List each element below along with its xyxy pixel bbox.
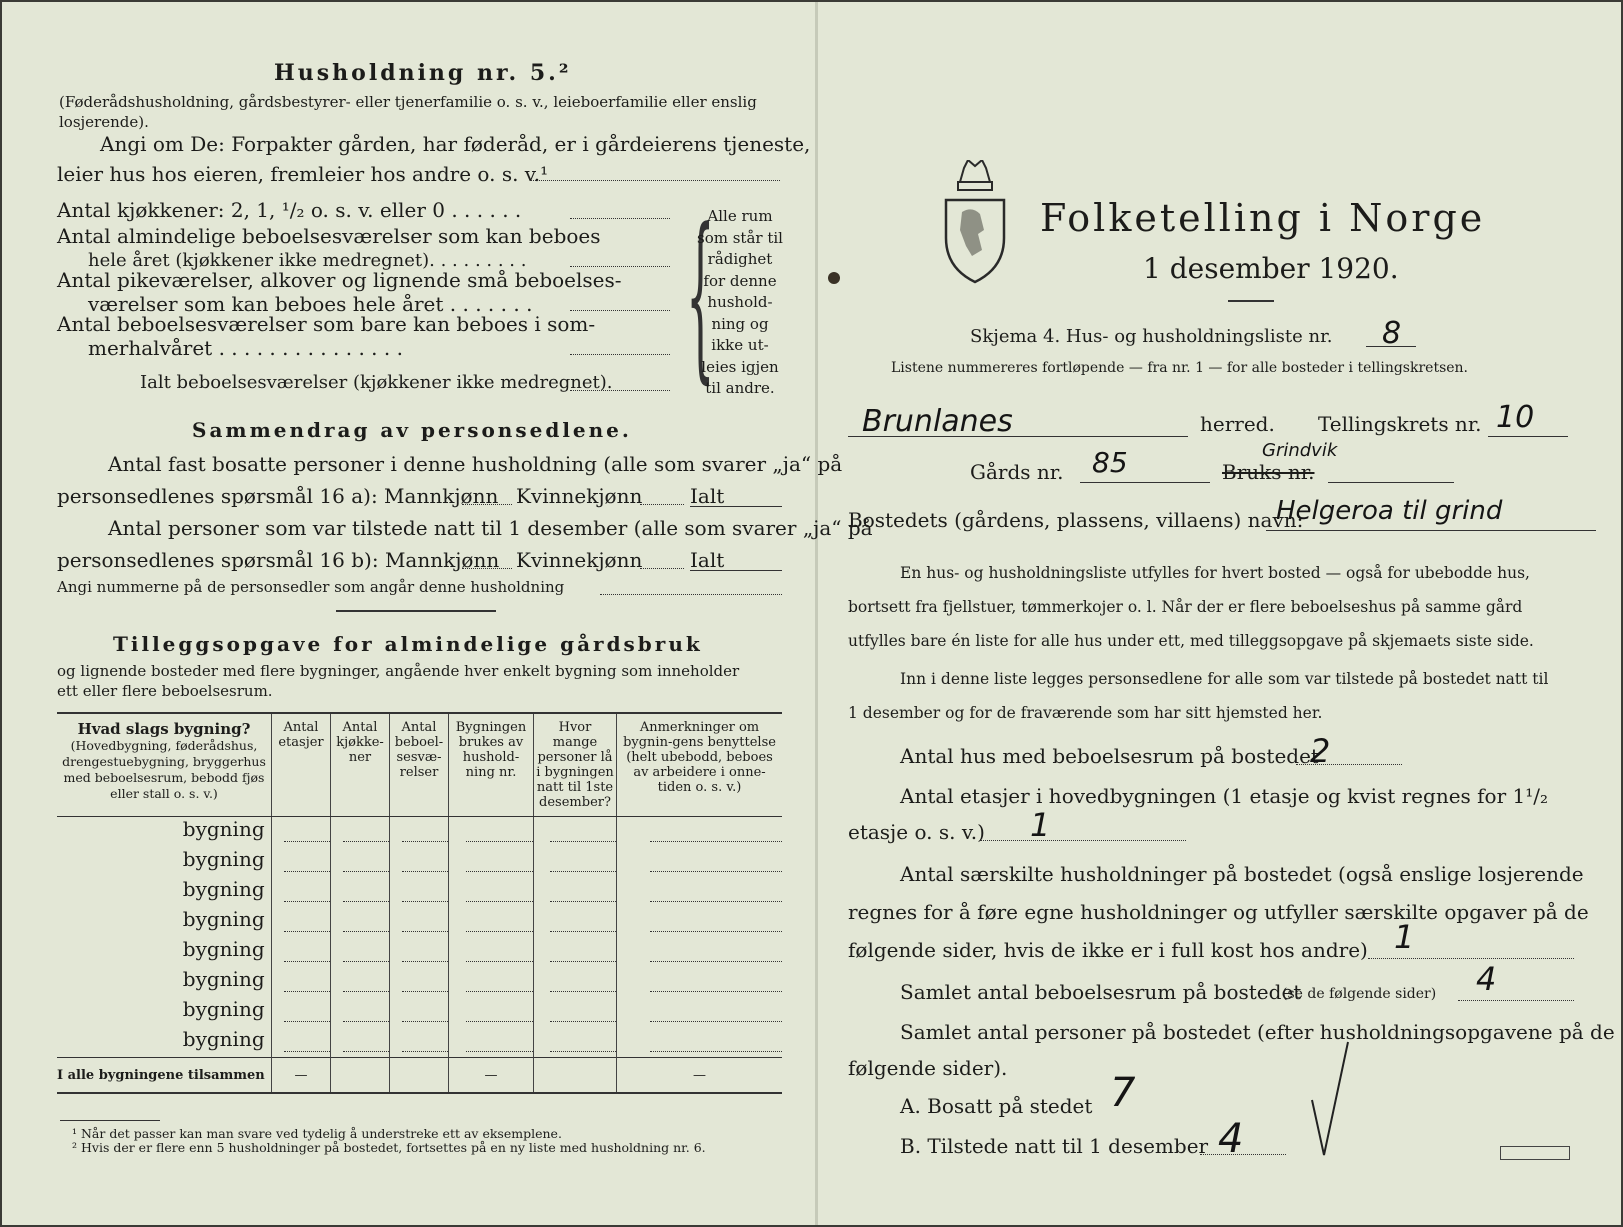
extra-title: Tilleggsopgave for almindelige gårdsbruk [113, 632, 703, 656]
schema-number: 8 [1382, 316, 1402, 351]
title-divider [1228, 300, 1274, 302]
table-row[interactable] [57, 997, 782, 1027]
table-cell[interactable] [617, 877, 783, 907]
brace-icon: { [686, 191, 715, 400]
question-households-1: Antal særskilte husholdninger på bostedet (også enslige losjerende [900, 862, 1584, 886]
table-cell[interactable] [272, 847, 331, 877]
table-cell[interactable] [449, 817, 534, 848]
side-note-line: for denne [703, 271, 777, 290]
table-cell[interactable] [534, 997, 617, 1027]
building-label: bygning [182, 967, 265, 991]
households-field[interactable] [1368, 958, 1574, 959]
side-note-line: leies igjen [701, 357, 779, 376]
table-cell [534, 1058, 617, 1094]
bruks-label: Bruks nr. [1222, 460, 1315, 484]
household-intro: (Føderådshusholdning, gårdsbestyrer- eller tjenerfamilie o. s. v., leieboerfamilie eller enslig losjerende). [59, 93, 757, 131]
building-label: bygning [182, 847, 265, 871]
side-note-line: Alle rum [707, 207, 773, 225]
table-cell[interactable] [390, 847, 449, 877]
table-row[interactable] [57, 937, 782, 967]
table-cell[interactable] [617, 967, 783, 997]
bruks-value: Grindvik [1262, 440, 1338, 461]
total-dash: — [272, 1058, 331, 1094]
table-cell[interactable] [390, 997, 449, 1027]
building-label: bygning [182, 937, 265, 961]
table-cell[interactable] [331, 847, 390, 877]
summary-b-female-field[interactable] [640, 568, 684, 569]
table-row[interactable] [57, 847, 782, 877]
table-cell[interactable] [272, 967, 331, 997]
printer-stamp [1500, 1146, 1570, 1160]
table-cell[interactable] [272, 997, 331, 1027]
table-cell[interactable] [449, 1027, 534, 1058]
question-rooms-note: (se de følgende sider) [1282, 986, 1437, 1002]
household-title: Husholdning nr. 5.² [274, 60, 572, 86]
resident-label: A. Bosatt på stedet [900, 1094, 1093, 1118]
binding-hole [828, 272, 840, 284]
buildings-table [57, 712, 782, 1094]
summary-b-total-field[interactable] [690, 570, 782, 571]
table-cell[interactable] [617, 817, 783, 848]
side-note-line: til andre. [705, 379, 775, 397]
krets-label: Tellingskrets nr. [1318, 412, 1482, 436]
numbering-note: Listene nummereres fortløpende — fra nr. 1 — for alle bosteder i tellingskretsen. [891, 360, 1469, 376]
question-rooms-1: Antal almindelige beboelsesværelser som kan beboes [57, 224, 601, 248]
summary-a-female-label: Kvinnekjønn [516, 484, 643, 508]
question-total-rooms: Ialt beboelsesværelser (kjøkkener ikke medregnet). [140, 372, 613, 393]
table-cell[interactable] [617, 1027, 783, 1058]
table-cell[interactable] [331, 877, 390, 907]
question-households-3: følgende sider, hvis de ikke er i full kost hos andre) [848, 938, 1368, 962]
rooms-field[interactable] [1458, 1000, 1574, 1001]
question-persons-2: følgende sider). [848, 1056, 1008, 1080]
table-row[interactable] [57, 967, 782, 997]
col-header-building-type: Hvad slags bygning? (Hovedbygning, føderådshus, drengestuebygning, bryggerhus med beboelsesrum, bebodd fjøs eller stall o. s. v.) [57, 713, 272, 817]
instruction-5: 1 desember og for de fraværende som har sitt hjemsted her. [848, 704, 1323, 722]
footnote-divider [60, 1120, 160, 1121]
question-rooms: Samlet antal beboelsesrum på bostedet [900, 980, 1302, 1004]
gards-value: 85 [1092, 446, 1128, 479]
answer-maid-rooms[interactable] [570, 310, 670, 311]
instruction-4: Inn i denne liste legges personsedlene for alle som var tilstede på bostedet natt til [900, 670, 1549, 688]
table-cell[interactable] [331, 937, 390, 967]
table-cell[interactable] [534, 907, 617, 937]
summary-a-line-1: Antal fast bosatte personer i denne husholdning (alle som svarer „ja“ på [108, 452, 843, 476]
checkmark-icon [1310, 1040, 1350, 1160]
answer-summer-rooms[interactable] [570, 354, 670, 355]
summary-b-line-1: Antal personer som var tilstede natt til 1 desember (alle som svarer „ja“ på [108, 516, 873, 540]
ask-line-1: Angi om De: Forpakter gården, har føderåd, er i gårdeierens tjeneste, [100, 132, 811, 156]
present-label: B. Tilstede natt til 1 desember [900, 1134, 1209, 1158]
table-cell[interactable] [534, 877, 617, 907]
table-cell[interactable] [390, 877, 449, 907]
table-cell[interactable] [534, 1027, 617, 1058]
instruction-3: utfylles bare én liste for alle hus under ett, med tilleggsopgave på skjemaets siste side. [848, 632, 1534, 650]
households-value: 1 [1394, 918, 1415, 956]
numbers-field[interactable] [600, 594, 782, 595]
table-cell[interactable] [390, 1027, 449, 1058]
col-header-rooms: Antal beboel-sesvæ-relser [390, 713, 449, 817]
side-note-line: hushold- [707, 293, 773, 311]
table-row[interactable] [57, 907, 782, 937]
table-cell[interactable] [534, 937, 617, 967]
table-row[interactable] [57, 1027, 782, 1058]
table-cell[interactable] [534, 847, 617, 877]
side-note [694, 206, 786, 400]
question-maid-2: værelser som kan beboes hele året . . . . . . . [88, 292, 533, 316]
side-note-line: ikke ut- [711, 336, 769, 354]
table-cell [390, 1058, 449, 1094]
extra-intro-2: ett eller flere beboelsesrum. [57, 682, 273, 700]
floors-value: 1 [1030, 806, 1051, 844]
side-note-line: som står til [697, 228, 783, 247]
bruks-field[interactable] [1328, 482, 1454, 483]
table-cell[interactable] [331, 997, 390, 1027]
col-header-kitchens: Antal kjøkke-ner [331, 713, 390, 817]
table-cell[interactable] [617, 847, 783, 877]
rooms-value: 4 [1476, 960, 1497, 998]
ask-line-2: leier hus hos eieren, fremleier hos andre o. s. v.¹ [57, 162, 549, 186]
page-fold [815, 0, 818, 1227]
table-cell[interactable] [272, 877, 331, 907]
footnote-2: ² Hvis der er flere enn 5 husholdninger på bostedet, fortsettes på en ny liste med husholdning nr. 6. [72, 1140, 706, 1155]
bosted-label: Bostedets (gårdens, plassens, villaens) navn: [848, 508, 1304, 532]
footnote-1: ¹ Når det passer kan man svare ved tydelig å understreke ett av eksemplene. [72, 1126, 562, 1141]
bosted-value: Helgeroa til grind [1276, 496, 1503, 526]
question-houses: Antal hus med beboelsesrum på bostedet [900, 744, 1319, 768]
table-cell[interactable] [331, 817, 390, 848]
answer-rooms[interactable] [570, 266, 670, 267]
col-header-household: Bygningen brukes av hushold-ning nr. [449, 713, 534, 817]
ask-answer-line[interactable] [530, 180, 780, 181]
table-cell[interactable] [331, 967, 390, 997]
krets-field[interactable] [1488, 436, 1568, 437]
instruction-1: En hus- og husholdningsliste utfylles for hvert bosted — også for ubebodde hus, [900, 564, 1530, 582]
table-cell[interactable] [617, 907, 783, 937]
extra-intro-1: og lignende bosteder med flere bygninger, angående hver enkelt bygning som inneholder [57, 662, 740, 680]
gards-field[interactable] [1080, 482, 1210, 483]
table-cell[interactable] [272, 907, 331, 937]
table-cell[interactable] [534, 817, 617, 848]
summary-a-line-2: personsedlenes spørsmål 16 a): Mannkjønn [57, 484, 499, 508]
summary-b-female-label: Kvinnekjønn [516, 548, 643, 572]
question-persons-1: Samlet antal personer på bostedet (efter husholdningsopgavene på de [900, 1020, 1615, 1044]
table-total-row [57, 1058, 782, 1094]
side-note-line: rådighet [707, 250, 773, 268]
table-cell[interactable] [449, 997, 534, 1027]
floors-field[interactable] [980, 840, 1186, 841]
building-label: bygning [182, 877, 265, 901]
total-dash: — [617, 1058, 783, 1094]
table-cell[interactable] [449, 967, 534, 997]
question-floors-2: etasje o. s. v.) [848, 820, 985, 844]
krets-value: 10 [1496, 400, 1535, 435]
table-cell[interactable] [449, 937, 534, 967]
question-maid-1: Antal pikeværelser, alkover og lignende små beboelses- [57, 268, 622, 292]
answer-kitchens[interactable] [570, 218, 670, 219]
building-label: bygning [182, 997, 265, 1021]
table-cell[interactable] [272, 937, 331, 967]
table-cell[interactable] [617, 937, 783, 967]
question-summer-1: Antal beboelsesværelser som bare kan beboes i som- [57, 312, 596, 336]
census-date: 1 desember 1920. [1143, 252, 1399, 285]
question-summer-2: merhalvåret . . . . . . . . . . . . . . . [88, 336, 403, 360]
houses-value: 2 [1310, 732, 1331, 770]
building-label: bygning [182, 907, 265, 931]
summary-a-total-label: Ialt [690, 484, 725, 508]
building-label: bygning [182, 1027, 265, 1051]
instruction-2: bortsett fra fjellstuer, tømmerkojer o. l. Når der er flere beboelseshus på samme gård [848, 598, 1523, 616]
col-header-remarks: Anmerkninger om bygnin-gens benyttelse (helt ubebodd, beboes av arbeidere i onne-tiden o. s. v.) [617, 713, 783, 817]
side-note-line: ning og [711, 314, 769, 333]
table-cell[interactable] [331, 907, 390, 937]
building-label: bygning [182, 817, 265, 841]
summary-title: Sammendrag av personsedlene. [192, 418, 632, 442]
table-cell[interactable] [390, 967, 449, 997]
table-cell[interactable] [449, 847, 534, 877]
footnotes [72, 1127, 706, 1155]
resident-value: 7 [1110, 1070, 1136, 1116]
table-cell[interactable] [272, 817, 331, 848]
col-header-persons: Hvor mange personer lå i bygningen natt til 1ste desember? [534, 713, 617, 817]
bosted-field[interactable] [1266, 530, 1596, 531]
table-row[interactable] [57, 817, 782, 848]
summary-a-female-field[interactable] [640, 504, 684, 505]
question-rooms-2: hele året (kjøkkener ikke medregnet). . . . . . . . . [88, 250, 527, 271]
table-cell[interactable] [449, 877, 534, 907]
schema-line: Skjema 4. Hus- og husholdningsliste nr. [970, 326, 1333, 347]
table-cell[interactable] [449, 907, 534, 937]
summary-a-total-field[interactable] [690, 506, 782, 507]
table-row[interactable] [57, 877, 782, 907]
census-title: Folketelling i Norge [1040, 196, 1486, 240]
divider [336, 610, 496, 612]
summary-b-line-2: personsedlenes spørsmål 16 b): Mannkjønn [57, 548, 500, 572]
resident-field[interactable] [1096, 0, 1196, 1]
herred-label: herred. [1200, 412, 1275, 436]
table-cell[interactable] [390, 907, 449, 937]
summary-a-male-field[interactable] [462, 504, 512, 505]
summary-b-male-field[interactable] [462, 568, 512, 569]
gards-label: Gårds nr. [970, 460, 1064, 484]
col-header-floors: Antal etasjer [272, 713, 331, 817]
question-floors-1: Antal etasjer i hovedbygningen (1 etasje og kvist regnes for 1¹/₂ [900, 784, 1549, 808]
question-kitchens: Antal kjøkkener: 2, 1, ¹/₂ o. s. v. eller 0 . . . . . . [57, 198, 522, 222]
table-cell[interactable] [390, 937, 449, 967]
answer-total-rooms[interactable] [570, 390, 670, 391]
table-cell[interactable] [272, 1027, 331, 1058]
present-value: 4 [1218, 1116, 1244, 1162]
table-cell [331, 1058, 390, 1094]
summary-b-total-label: Ialt [690, 548, 725, 572]
table-cell[interactable] [390, 817, 449, 848]
table-cell[interactable] [617, 997, 783, 1027]
table-cell[interactable] [534, 967, 617, 997]
table-cell[interactable] [331, 1027, 390, 1058]
question-households-2: regnes for å føre egne husholdninger og utfyller særskilte opgaver på de [848, 900, 1589, 924]
norway-coat-of-arms-icon [942, 160, 1008, 284]
herred-field[interactable] [848, 436, 1188, 437]
herred-value: Brunlanes [862, 404, 1013, 439]
total-dash: — [449, 1058, 534, 1094]
total-label: I alle bygningene tilsammen [57, 1058, 272, 1094]
numbers-line: Angi nummerne på de personsedler som angår denne husholdning [57, 578, 565, 596]
